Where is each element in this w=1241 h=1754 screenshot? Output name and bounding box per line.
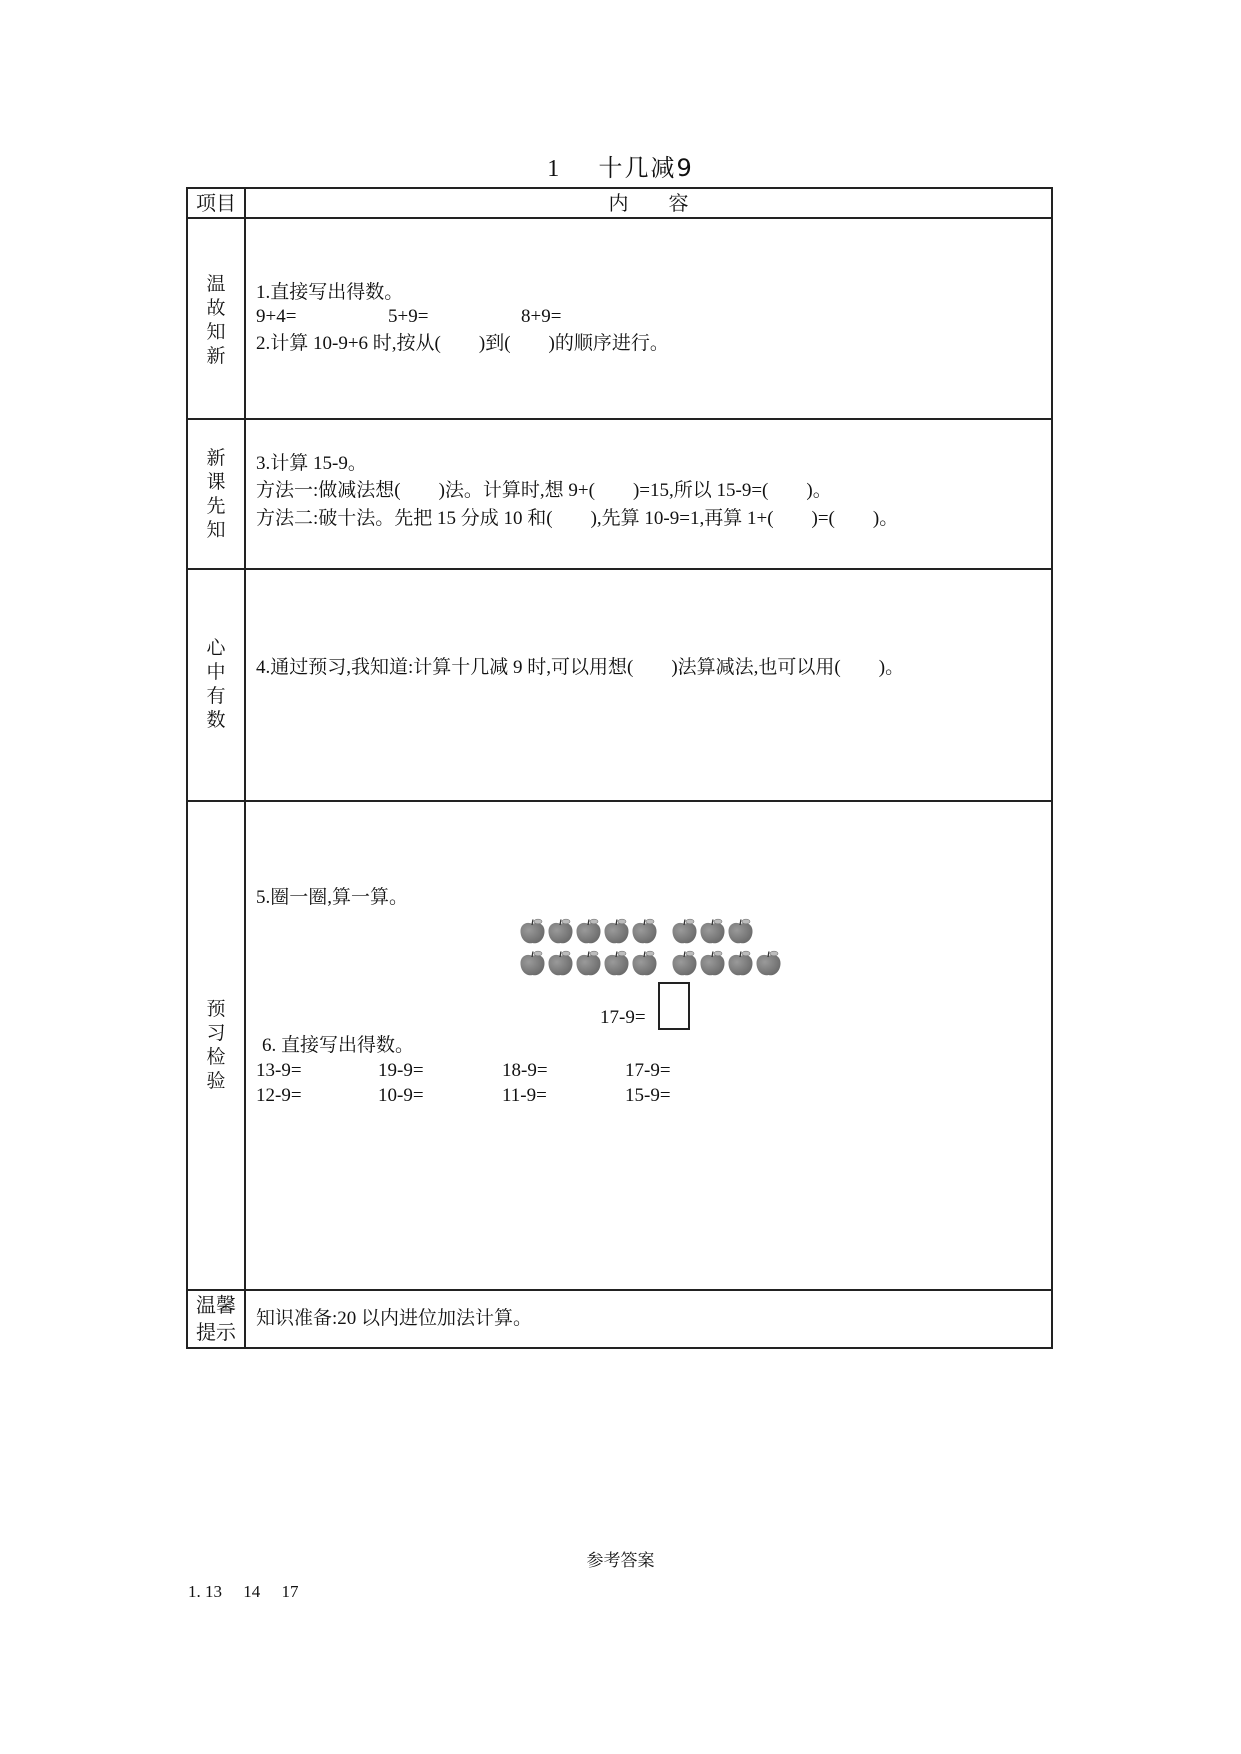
answers-heading: 参考答案 <box>586 1551 655 1571</box>
worksheet-table <box>186 187 1053 1349</box>
label-char: 心 <box>206 637 226 659</box>
apple-icon <box>671 950 698 977</box>
method-1: 方法一:做减法想( )法。计算时,想 9+( )=15,所以 15-9=( )。 <box>256 480 832 501</box>
row-divider <box>186 800 1053 802</box>
apple-icon <box>519 950 546 977</box>
row-label-check <box>188 997 244 1093</box>
label-line: 提示 <box>196 1320 236 1344</box>
method-2: 方法二:破十法。先把 15 分成 10 和( ),先算 10-9=1,再算 1+( )=( )。 <box>256 508 899 529</box>
q6-item: 15-9= <box>625 1085 671 1106</box>
question-5: 5.圈一圈,算一算。 <box>256 887 409 908</box>
question-1: 1.直接写出得数。 <box>256 282 404 303</box>
apple-icon <box>547 950 574 977</box>
label-char: 知 <box>206 519 226 541</box>
label-char: 有 <box>206 685 226 707</box>
label-char: 习 <box>206 1022 226 1044</box>
q6-item: 13-9= <box>256 1060 302 1081</box>
header-item: 项目 <box>196 191 236 215</box>
q6-item: 10-9= <box>378 1085 424 1106</box>
apple-icon <box>603 918 630 945</box>
label-char: 数 <box>206 709 226 731</box>
label-char: 温 <box>206 273 226 295</box>
row-label-review <box>188 272 244 368</box>
row-divider <box>186 568 1053 570</box>
apple-icon <box>575 950 602 977</box>
apple-icon <box>727 918 754 945</box>
column-divider <box>244 187 246 1349</box>
apple-icon <box>671 918 698 945</box>
label-char: 知 <box>206 321 226 343</box>
apple-icon <box>699 950 726 977</box>
row-label-tip <box>188 1292 244 1346</box>
answer-box[interactable] <box>658 982 690 1030</box>
apple-icon <box>547 918 574 945</box>
q6-item: 12-9= <box>256 1085 302 1106</box>
apple-icon <box>519 918 546 945</box>
row-label-preview <box>188 446 244 542</box>
q1-item: 5+9= <box>388 306 429 327</box>
question-3: 3.计算 15-9。 <box>256 453 367 474</box>
label-char: 预 <box>206 998 226 1020</box>
answer-1: 1. 13 14 17 <box>188 1582 299 1601</box>
q6-item: 11-9= <box>502 1085 547 1106</box>
question-6: 6. 直接写出得数。 <box>262 1035 415 1056</box>
lesson-number: 1 <box>547 156 562 182</box>
q6-item: 17-9= <box>625 1060 671 1081</box>
apple-icon <box>755 950 782 977</box>
row-label-summary <box>188 636 244 732</box>
q6-item: 18-9= <box>502 1060 548 1081</box>
row-divider <box>186 418 1053 420</box>
apple-icon <box>631 918 658 945</box>
label-char: 新 <box>206 345 226 367</box>
question-2: 2.计算 10-9+6 时,按从( )到( )的顺序进行。 <box>256 333 669 354</box>
q1-item: 9+4= <box>256 306 297 327</box>
label-char: 新 <box>206 447 226 469</box>
lesson-title: 十几减9 <box>598 154 694 182</box>
apple-icon <box>727 950 754 977</box>
q6-item: 19-9= <box>378 1060 424 1081</box>
label-char: 先 <box>206 495 226 517</box>
label-char: 中 <box>206 661 226 683</box>
question-4: 4.通过预习,我知道:计算十几减 9 时,可以用想( )法算减法,也可以用( )。 <box>256 657 905 678</box>
label-char: 课 <box>206 471 226 493</box>
row-divider <box>186 1289 1053 1291</box>
q5-equation: 17-9= <box>600 1007 646 1028</box>
apple-icon <box>631 950 658 977</box>
page-title <box>0 153 1241 184</box>
apple-icon <box>699 918 726 945</box>
label-line: 温馨 <box>196 1293 236 1317</box>
tip-text: 知识准备:20 以内进位加法计算。 <box>256 1308 533 1329</box>
label-char: 故 <box>206 297 226 319</box>
apple-icon <box>575 918 602 945</box>
apple-icon <box>603 950 630 977</box>
label-char: 验 <box>206 1070 226 1092</box>
q1-item: 8+9= <box>521 306 562 327</box>
header-content: 内 容 <box>608 191 689 215</box>
label-char: 检 <box>206 1046 226 1068</box>
